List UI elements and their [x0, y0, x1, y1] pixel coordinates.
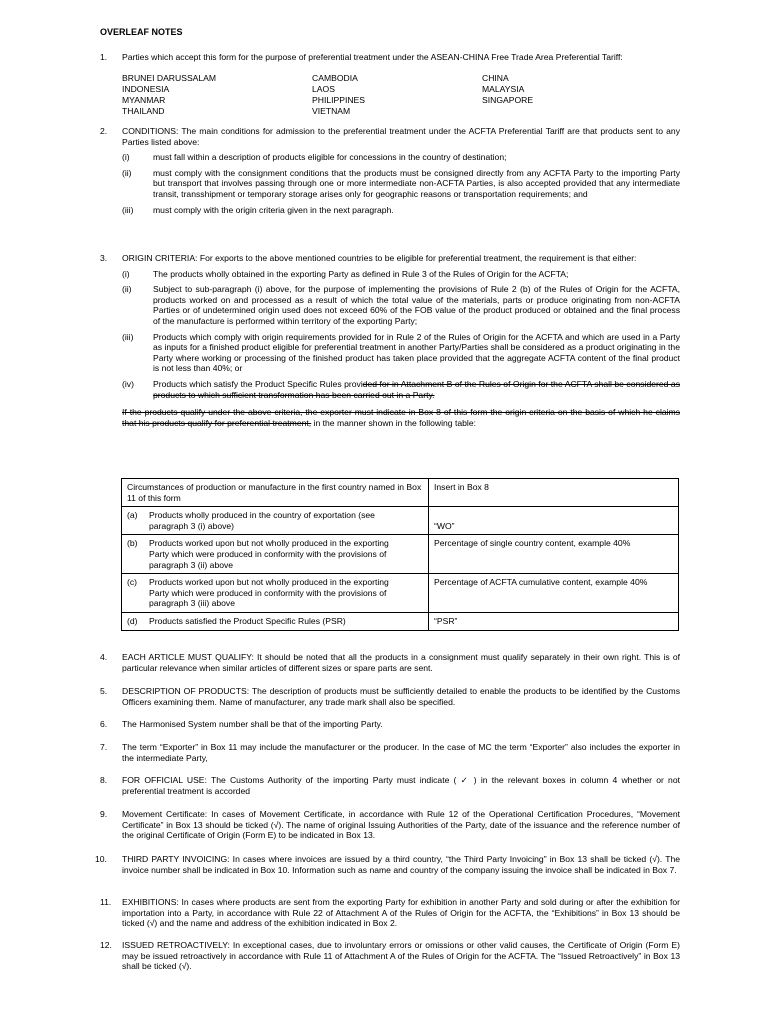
sub-item	[122, 269, 680, 280]
table-header-row	[122, 479, 679, 507]
note-text: DESCRIPTION OF PRODUCTS: The description of products must be sufficiently detailed to enable the products to be identified by the Customs Officers examining them. Name of manufacturer, any trade mark shall also be specified.	[122, 686, 680, 707]
note-text: ISSUED RETROACTIVELY: In exceptional cases, due to involuntary errors or omissions or other valid causes, the Certificate of Origin (Form E) may be issued retroactively in accordance with Rule 11 of Attachment A of the Rules of Origin for the ACFTA. The “Issued Retroactively” in Box 13 shall be ticked (√).	[122, 940, 680, 972]
country-name: THAILAND	[122, 105, 165, 116]
sub-item-text: Products which comply with origin requirements provided for in Rule 2 of the Rules of Origin for the ACFTA and which are used in a Party as inputs for a finished product eligible for preferential treatment in another Party/Parties shall be considered as a product originating in the Party where working or processing of the finished product has taken place provided that the aggregate ACFTA content of the final product is not less than 40%; or	[153, 331, 680, 374]
country-name	[482, 106, 682, 117]
row-label: (a)	[127, 510, 138, 521]
sub-item-number: (i)	[122, 268, 130, 279]
note-number: 7.	[100, 742, 108, 752]
table-row	[122, 612, 679, 630]
sub-item-text: must fall within a description of products eligible for concessions in the country of destination;	[153, 152, 507, 163]
note-text: The term “Exporter” in Box 11 may include the manufacturer or the producer. In the case of MC the term “Exporter” also includes the exporter in the intermediate Party,	[122, 742, 680, 763]
sub-item-text	[153, 379, 680, 400]
table-cell	[122, 612, 429, 630]
sub-item-text: must comply with the consignment conditions that the products must be consigned directly from any ACFTA Party to the importing Party but transport that involves passing through one or more intermediate non-ACFTA Parties, is also accepted provided that any intermediate transit, transshipment or temporary storage arises only for geographic reasons or transportation requirements; and	[153, 167, 680, 199]
note-text: EXHIBITIONS: In cases where products are sent from the exporting Party for exhibition in another Party and sold during or after the exhibition for importation into a Party, in accordance with Rule 22 of Attachment A of the Rules of Origin for the ACFTA, the “Exhibitions” in Box 13 should be ticked (√) and the name and address of the exhibition indicated in Box 2.	[122, 897, 680, 929]
table-header-cell: Circumstances of production or manufacture in the first country named in Box 11 of this form	[122, 479, 429, 507]
row-text: Products satisfied the Product Specific Rules (PSR)	[149, 615, 346, 626]
note-3	[100, 253, 680, 428]
note-12	[100, 940, 680, 972]
note-text: Movement Certificate: In cases of Movement Certificate, in accordance with Rule 12 of the Operational Certification Procedures, “Movement Certificate” in Box 13 should be ticked (√). The name of original Issuing Authorities of the Party, date of the issuance and the reference number of the original Certificate of Origin (Form E) to be indicated in Box 13.	[122, 809, 680, 841]
table-cell: “PSR”	[429, 612, 679, 630]
note-4	[100, 652, 680, 673]
page-title: OVERLEAF NOTES	[100, 27, 183, 37]
note-text: Parties which accept this form for the purpose of preferential treatment under the ASEAN-CHINA Free Trade Area Preferential Tariff:	[122, 52, 623, 62]
criteria-paragraph	[122, 407, 680, 428]
country-list	[122, 73, 680, 117]
country-name: MALAYSIA	[482, 83, 525, 94]
note-10	[95, 854, 680, 875]
struck-text: ded for in Attachment B of the Rules of Origin for the ACFTA shall be considered as products to which sufficient transformation has been carried out in a Party.	[153, 378, 680, 400]
row-label: (c)	[127, 577, 138, 588]
note-5	[100, 686, 680, 707]
sub-item	[122, 168, 680, 200]
country-name: CAMBODIA	[312, 72, 358, 83]
country-name: CHINA	[482, 72, 509, 83]
sub-item	[122, 332, 680, 374]
note-number: 9.	[100, 809, 108, 819]
country-name: BRUNEI DARUSSALAM	[122, 72, 217, 83]
note-6	[100, 719, 680, 730]
table-row	[122, 507, 679, 535]
table-cell: “WO”	[429, 507, 679, 535]
row-label: (d)	[127, 615, 138, 626]
note-1	[100, 52, 680, 117]
sub-item-text: The products wholly obtained in the exporting Party as defined in Rule 3 of the Rules of Origin for the ACFTA;	[153, 268, 569, 279]
sub-item-number: (iii)	[122, 331, 134, 342]
table-row	[122, 535, 679, 574]
sub-item-text: must comply with the origin criteria given in the next paragraph.	[153, 204, 394, 215]
note-number: 11.	[100, 897, 112, 907]
table-row	[122, 574, 679, 613]
country-name: LAOS	[312, 83, 335, 94]
note-text: FOR OFFICIAL USE: The Customs Authority of the importing Party must indicate ( ✓ ) in the relevant boxes in column 4 whether or not preferential treatment is accorded	[122, 775, 680, 796]
note-number: 4.	[100, 652, 108, 662]
origin-criteria-table	[121, 478, 679, 631]
note-7	[100, 742, 680, 763]
sub-item-number: (iv)	[122, 378, 134, 389]
note-number: 1.	[100, 52, 108, 62]
note-number: 2.	[100, 126, 108, 136]
note-number: 3.	[100, 253, 108, 263]
country-name: MYANMAR	[122, 94, 166, 105]
note-number: 12.	[100, 940, 112, 950]
country-name: SINGAPORE	[482, 94, 534, 105]
sub-item-text: Subject to sub-paragraph (i) above, for the purpose of implementing the provisions of Rule 2 (b) of the Rules of Origin for the ACFTA, products worked on and processed as a result of which the total value of the materials, parts or produce originating from non-ACFTA Parties or of undetermined origin used does not exceed 60% of the FOB value of the product produced or obtained and the final process of the manufacture is performed within territory of the exporting Party;	[153, 284, 680, 326]
table-cell	[122, 535, 429, 574]
struck-text: If the products qualify under the above criteria, the exporter must indicate in Box 8 of this form the origin criteria on the basis of which he claims that his products qualify for preferential treatment,	[122, 407, 680, 428]
note-text: THIRD PARTY INVOICING: In cases where invoices are issued by a third country, “the Third Party Invoicing” in Box 13 shall be ticked (√). The invoice number shall be indicated in Box 10. Information such as name and country of the company issuing the invoice shall be indicated in Box 7.	[122, 854, 680, 875]
table-cell	[122, 507, 429, 535]
note-11	[100, 897, 680, 929]
table-cell	[122, 574, 429, 613]
sub-item	[122, 152, 680, 163]
table-cell: Percentage of ACFTA cumulative content, example 40%	[429, 574, 679, 613]
sub-item	[122, 205, 680, 216]
table-header-cell: Insert in Box 8	[429, 479, 679, 507]
row-text: Products worked upon but not wholly produced in the exporting Party which were produced in conformity with the provisions of paragraph 3 (iii) above	[149, 577, 389, 609]
note-number: 8.	[100, 775, 108, 785]
note-9	[100, 809, 680, 841]
note-8	[100, 775, 680, 796]
sub-item-number: (i)	[122, 152, 130, 163]
sub-item-number: (ii)	[122, 167, 132, 178]
sub-item-number: (ii)	[122, 284, 132, 295]
note-text: CONDITIONS: The main conditions for admission to the preferential treatment under the ACFTA Preferential Tariff are that products sent to any Parties listed above:	[122, 126, 680, 147]
sub-item	[122, 379, 680, 400]
country-name: INDONESIA	[122, 83, 170, 94]
table-cell: Percentage of single country content, example 40%	[429, 535, 679, 574]
paragraph-text: in the manner shown in the following table:	[311, 417, 476, 428]
row-text: Products worked upon but not wholly produced in the exporting Party which were produced in conformity with the provisions of paragraph 3 (ii) above	[149, 538, 389, 570]
note-number: 6.	[100, 719, 108, 729]
note-2	[100, 126, 680, 215]
sub-item	[122, 284, 680, 326]
note-text: ORIGIN CRITERIA: For exports to the above mentioned countries to be eligible for preferential treatment, the requirement is that either:	[122, 253, 637, 263]
row-text: Products wholly produced in the country of exportation (see paragraph 3 (i) above)	[149, 510, 375, 531]
country-name: PHILIPPINES	[312, 94, 366, 105]
note-text: EACH ARTICLE MUST QUALIFY: It should be noted that all the products in a consignment must qualify separately in their own right. This is of particular relevance when similar articles of different sizes or spare parts are sent.	[122, 652, 680, 673]
row-label: (b)	[127, 538, 138, 549]
note-text: The Harmonised System number shall be that of the importing Party.	[122, 719, 383, 729]
sub-item-number: (iii)	[122, 204, 134, 215]
sub-item-text-plain: Products which satisfy the Product Specific Rules provi	[153, 378, 363, 389]
note-number: 10.	[95, 854, 107, 864]
country-name: VIETNAM	[312, 105, 351, 116]
note-number: 5.	[100, 686, 108, 696]
